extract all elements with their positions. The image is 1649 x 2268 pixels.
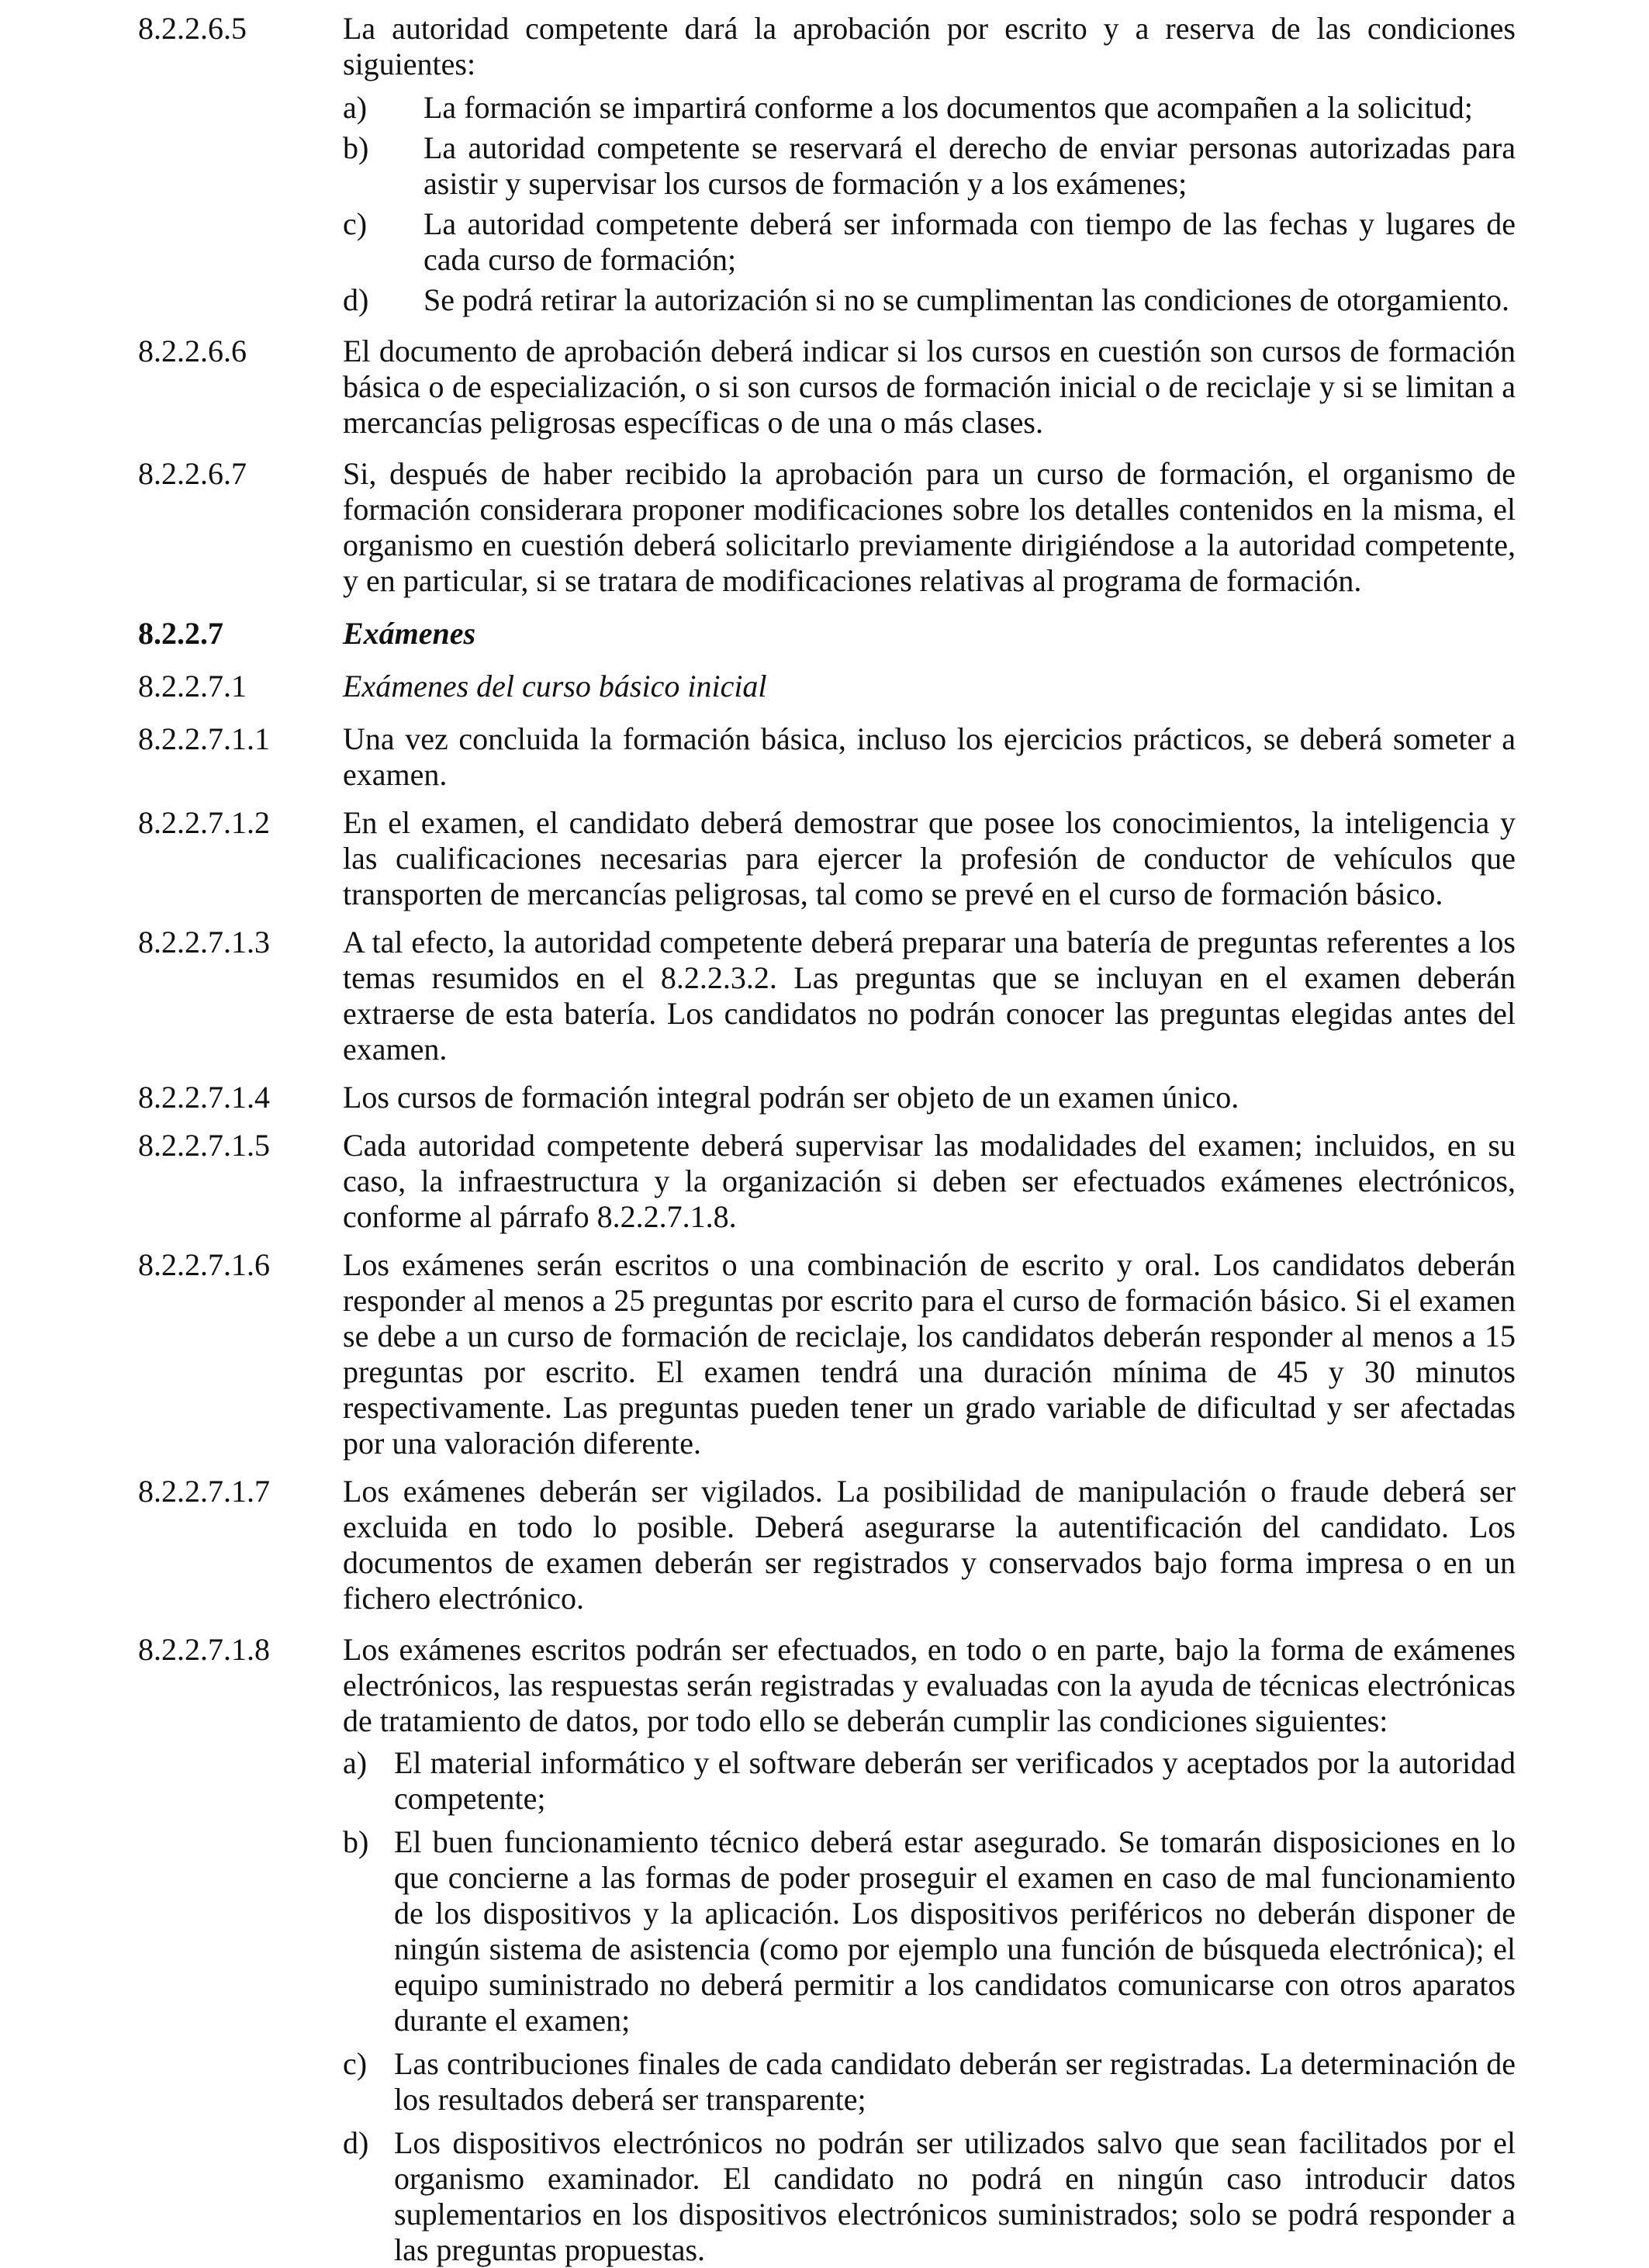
clause-number: 8.2.2.6.7 — [138, 456, 247, 491]
clause-body — [343, 1632, 1516, 2268]
item-label: d) — [343, 2125, 369, 2160]
clause-8-2-2-7-1-7 — [138, 1474, 1516, 1616]
list-item — [343, 2125, 1516, 2268]
clause-8-2-2-6-6 — [138, 334, 1516, 441]
clause-text: Los exámenes deberán ser vigilados. La posibilidad de manipulación o fraude deberá ser excluida en todo lo posible. Deberá asegurarse la autentificación del candidato. Los documentos de examen deberán ser registrados y conservados bajo forma impresa o en un fichero electrónico. — [343, 1474, 1516, 1616]
clause-number: 8.2.2.7.1.2 — [138, 805, 270, 840]
clause-body — [343, 1080, 1516, 1115]
clause-number: 8.2.2.7.1.8 — [138, 1632, 270, 1667]
clause-text: Si, después de haber recibido la aprobación para un curso de formación, el organismo de formación considerara proponer modificaciones sobre los detalles contenidos en la misma, el organismo en cuestión deberá solicitarlo previamente dirigiéndose a la autoridad competente, y en particular, si se tratara de modificaciones relativas al programa de formación. — [343, 456, 1516, 598]
item-text: La autoridad competente deberá ser informada con tiempo de las fechas y lugares de cada curso de formación; — [423, 206, 1516, 277]
item-text: La autoridad competente se reservará el derecho de enviar personas autorizadas para asistir y supervisar los cursos de formación y a los exámenes; — [423, 130, 1516, 201]
item-label: d) — [343, 282, 369, 317]
item-text: El material informático y el software deberán ser verificados y aceptados por la autoridad competente; — [394, 1745, 1516, 1816]
clause-8-2-2-7-1-4 — [138, 1080, 1516, 1115]
item-text: La formación se impartirá conforme a los documentos que acompañen a la solicitud; — [423, 90, 1473, 125]
clause-body — [343, 1128, 1516, 1235]
list-item — [343, 130, 1516, 202]
list-item — [343, 2046, 1516, 2118]
clause-text: El documento de aprobación deberá indicar si los cursos en cuestión son cursos de formación básica o de especialización, o si son cursos de formación inicial o de reciclaje y si se limitan a mercancías peligrosas específicas o de una o más clases. — [343, 334, 1516, 440]
list-item — [343, 1745, 1516, 1817]
item-list — [343, 90, 1516, 318]
clause-number: 8.2.2.6.5 — [138, 11, 247, 46]
section-heading — [138, 616, 1516, 652]
clause-body — [343, 1474, 1516, 1616]
clause-8-2-2-7-1-5 — [138, 1128, 1516, 1235]
clause-text: Una vez concluida la formación básica, incluso los ejercicios prácticos, se deberá someter a examen. — [343, 721, 1516, 792]
clause-number: 8.2.2.7.1.1 — [138, 721, 270, 756]
clause-text: En el examen, el candidato deberá demostrar que posee los conocimientos, la inteligencia y las cualificaciones necesarias para ejercer la profesión de conductor de vehículos que transporten de mercancías peligrosas, tal como se prevé en el curso de formación básico. — [343, 805, 1516, 911]
subsection-heading — [138, 669, 1516, 704]
clause-text: La autoridad competente dará la aprobación por escrito y a reserva de las condiciones siguientes: — [343, 11, 1516, 81]
item-label: b) — [343, 1824, 369, 1859]
clause-body — [343, 11, 1516, 318]
clause-body — [343, 456, 1516, 599]
list-item — [343, 90, 1516, 126]
section-number: 8.2.2.7 — [138, 616, 223, 651]
clause-body — [343, 334, 1516, 441]
clause-8-2-2-7-1-3 — [138, 925, 1516, 1067]
clause-number: 8.2.2.6.6 — [138, 334, 247, 368]
clause-number: 8.2.2.7.1.5 — [138, 1128, 270, 1163]
clause-body — [343, 721, 1516, 793]
item-label: a) — [343, 1745, 368, 1780]
subsection-number: 8.2.2.7.1 — [138, 669, 247, 704]
clause-number: 8.2.2.7.1.6 — [138, 1247, 270, 1282]
item-label: a) — [343, 90, 368, 125]
clause-number: 8.2.2.7.1.7 — [138, 1474, 270, 1509]
clause-8-2-2-7-1-8 — [138, 1632, 1516, 2268]
clause-text: Los exámenes serán escritos o una combinación de escrito y oral. Los candidatos deberán responder al menos a 25 preguntas por escrito para el curso de formación básico. Si el examen se debe a un curso de formación de reciclaje, los candidatos deberán responder al menos a 15 preguntas por escrito. El examen tendrá una duración mínima de 45 y 30 minutos respectivamente. Las preguntas pueden tener un grado variable de dificultad y ser afectadas por una valoración diferente. — [343, 1247, 1516, 1461]
clause-8-2-2-7-1-6 — [138, 1247, 1516, 1461]
item-label: c) — [343, 206, 368, 241]
clause-body — [343, 805, 1516, 912]
clause-number: 8.2.2.7.1.3 — [138, 925, 270, 959]
list-item — [343, 206, 1516, 278]
clause-text: A tal efecto, la autoridad competente deberá preparar una batería de preguntas referentes a los temas resumidos en el 8.2.2.3.2. Las preguntas que se incluyan en el examen deberán extraerse de esta batería. Los candidatos no podrán conocer las preguntas elegidas antes del examen. — [343, 925, 1516, 1067]
clause-8-2-2-6-5 — [138, 11, 1516, 318]
item-text: Las contribuciones finales de cada candidato deberán ser registradas. La determinación de los resultados deberá ser transparente; — [394, 2046, 1516, 2117]
item-text: El buen funcionamiento técnico deberá estar asegurado. Se tomarán disposiciones en lo que concierne a las formas de poder proseguir el examen en caso de mal funcionamiento de los dispositivos y la aplicación. Los dispositivos periféricos no deberán disponer de ningún sistema de asistencia (como por ejemplo una función de búsqueda electrónica); el equipo suministrado no deberá permitir a los candidatos comunicarse con otros aparatos durante el examen; — [394, 1824, 1516, 2038]
list-item — [343, 1824, 1516, 2038]
subsection-title: Exámenes del curso básico inicial — [343, 669, 767, 704]
clause-body — [343, 1247, 1516, 1461]
item-text: Los dispositivos electrónicos no podrán ser utilizados salvo que sean facilitados por el organismo examinador. El candidato no podrá en ningún caso introducir datos suplementarios en los dispositivos electrónicos suministrados; solo se podrá responder a las preguntas propuestas. — [394, 2125, 1516, 2267]
item-label: c) — [343, 2046, 368, 2081]
list-item — [343, 282, 1516, 318]
clause-text: Los exámenes escritos podrán ser efectuados, en todo o en parte, bajo la forma de exámenes electrónicos, las respuestas serán registradas y evaluadas con la ayuda de técnicas electrónicas de tratamiento de datos, por todo ello se deberán cumplir las condiciones siguientes: — [343, 1632, 1516, 1738]
item-label: b) — [343, 130, 369, 165]
clause-8-2-2-6-7 — [138, 456, 1516, 599]
clause-8-2-2-7-1-1 — [138, 721, 1516, 793]
clause-body — [343, 925, 1516, 1067]
clause-number: 8.2.2.7.1.4 — [138, 1080, 270, 1115]
clause-text: Los cursos de formación integral podrán ser objeto de un examen único. — [343, 1080, 1239, 1115]
clause-8-2-2-7-1-2 — [138, 805, 1516, 912]
section-title: Exámenes — [343, 616, 476, 651]
item-text: Se podrá retirar la autorización si no se cumplimentan las condiciones de otorgamiento. — [423, 282, 1509, 317]
clause-text: Cada autoridad competente deberá supervisar las modalidades del examen; incluidos, en su caso, la infraestructura y la organización si deben ser efectuados exámenes electrónicos, conforme al párrafo 8.2.2.7.1.8. — [343, 1128, 1516, 1234]
item-list — [343, 1745, 1516, 2268]
